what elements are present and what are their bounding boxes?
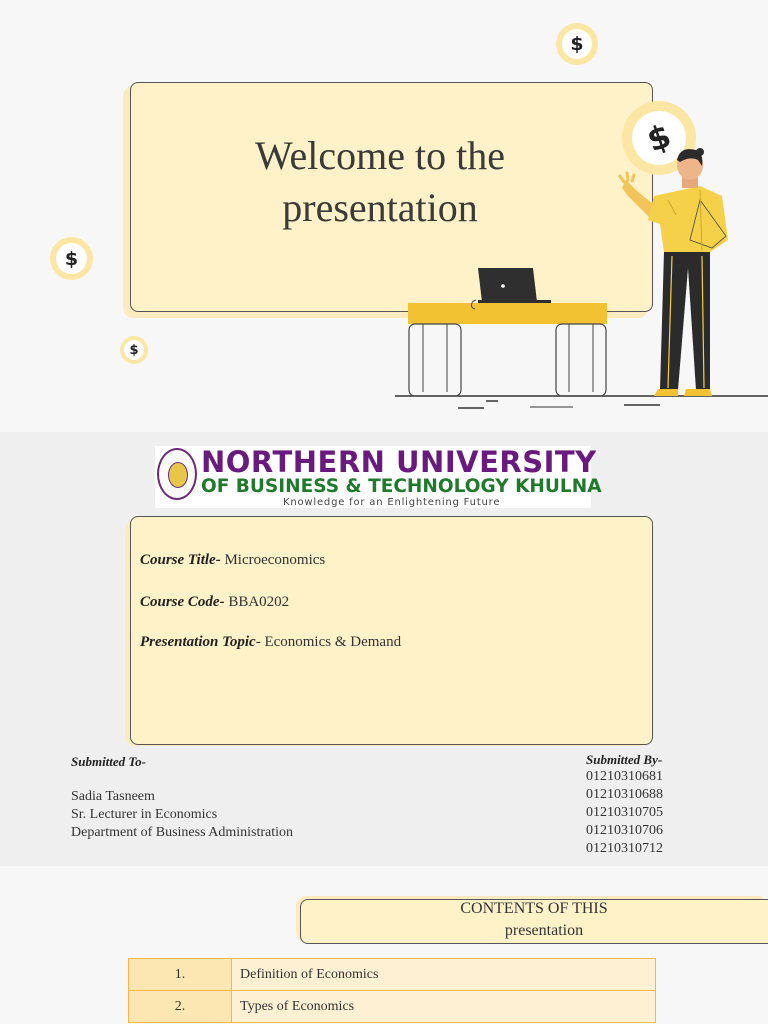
contents-title-line2: presentation xyxy=(504,922,584,939)
logo-tagline: Knowledge for an Enlightening Future xyxy=(283,497,501,508)
title-slide xyxy=(0,0,768,432)
dollar-coin-icon: $ xyxy=(622,101,696,175)
course-code-label: Course Code- xyxy=(140,594,225,610)
dollar-coin-icon: $ xyxy=(50,237,93,280)
presenter-person-icon xyxy=(620,148,728,396)
welcome-title-line2: presentation xyxy=(282,185,478,230)
student-id: 01210310681 xyxy=(586,769,663,784)
contents-title-line1: CONTENTS OF THIS xyxy=(460,900,608,917)
desk-icon xyxy=(408,300,607,396)
university-seal-icon xyxy=(157,448,197,500)
course-title-line xyxy=(140,552,325,569)
submitted-to-designation: Sr. Lecturer in Economics xyxy=(71,807,218,822)
contents-row-number: 2. xyxy=(129,991,232,1023)
logo-university-name: NORTHERN UNIVERSITY xyxy=(201,445,597,479)
table-row xyxy=(129,959,656,991)
submitted-by-block xyxy=(586,752,756,858)
submitted-to-name: Sadia Tasneem xyxy=(71,789,155,804)
course-title-value: Microeconomics xyxy=(220,552,326,568)
contents-row-number: 1. xyxy=(129,959,232,991)
presentation-topic-label: Presentation Topic xyxy=(140,634,256,650)
presentation-topic-value: - Economics & Demand xyxy=(255,634,402,650)
welcome-title-line1: Welcome to the xyxy=(254,133,506,178)
contents-row-text: Types of Economics xyxy=(232,991,656,1023)
dollar-coin-icon: $ xyxy=(556,23,598,65)
submitted-to-department: Department of Business Administration xyxy=(71,825,294,840)
student-id: 01210310712 xyxy=(586,841,663,856)
logo-university-subname: OF BUSINESS & TECHNOLOGY KHULNA xyxy=(201,476,602,497)
course-card xyxy=(130,516,653,745)
table-row xyxy=(129,991,656,1023)
submitted-to-heading: Submitted To- xyxy=(71,754,147,769)
contents-slide xyxy=(0,866,768,1024)
submitted-by-heading: Submitted By- xyxy=(586,752,663,767)
student-id: 01210310688 xyxy=(586,787,663,802)
contents-table xyxy=(128,958,656,1023)
course-title-label: Course Title- xyxy=(140,552,221,568)
presenter-illustration xyxy=(0,0,768,432)
course-info-slide xyxy=(0,432,768,866)
submitted-to-block xyxy=(71,754,371,842)
university-logo xyxy=(155,445,602,508)
student-id: 01210310706 xyxy=(586,823,663,838)
presentation-topic-line xyxy=(140,634,401,651)
student-id: 01210310705 xyxy=(586,805,663,820)
dollar-coin-icon: $ xyxy=(120,336,148,364)
course-code-line xyxy=(140,594,289,611)
laptop-icon xyxy=(478,268,551,303)
contents-row-text: Definition of Economics xyxy=(232,959,656,991)
course-code-value: BBA0202 xyxy=(224,594,290,610)
contents-title xyxy=(300,898,768,942)
